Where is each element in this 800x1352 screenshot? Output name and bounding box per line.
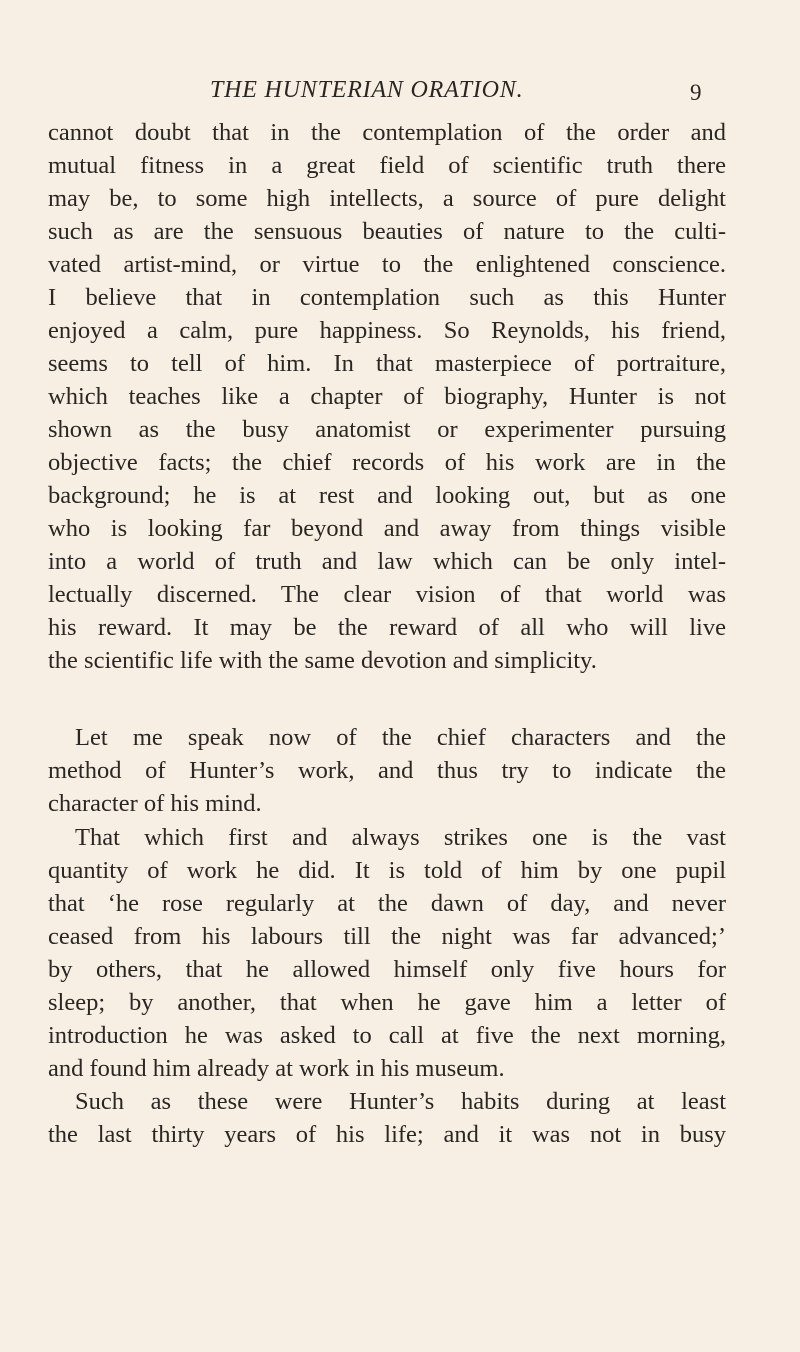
- running-title: THE HUNTERIAN ORATION.: [210, 77, 524, 103]
- text-line: the scientific life with the same devotion and simplicity.: [48, 647, 597, 674]
- text-line: who is looking far beyond and away from things visible: [48, 515, 726, 542]
- text-line: That which first and always strikes one is the vast: [75, 824, 726, 851]
- text-line: which teaches like a chapter of biography, Hunter is not: [48, 383, 726, 410]
- text-line: his reward. It may be the reward of all who will live: [48, 614, 726, 641]
- text-line: lectually discerned. The clear vision of that world was: [48, 581, 726, 608]
- text-line: such as are the sensuous beauties of nature to the culti-: [48, 218, 726, 245]
- text-line: Let me speak now of the chief characters and the: [75, 724, 726, 751]
- text-line: introduction he was asked to call at five the next morning,: [48, 1022, 726, 1049]
- running-head: [0, 75, 800, 115]
- text-line: cannot doubt that in the contemplation of the order and: [48, 119, 726, 146]
- text-line: Such as these were Hunter’s habits during at least: [75, 1088, 726, 1115]
- text-line: I believe that in contemplation such as this Hunter: [48, 284, 726, 311]
- text-line: character of his mind.: [48, 790, 262, 817]
- text-line: enjoyed a calm, pure happiness. So Reynolds, his friend,: [48, 317, 726, 344]
- text-line: into a world of truth and law which can be only intel-: [48, 548, 726, 575]
- text-line: sleep; by another, that when he gave him a letter of: [48, 989, 726, 1016]
- text-line: seems to tell of him. In that masterpiece of portraiture,: [48, 350, 726, 377]
- text-line: vated artist-mind, or virtue to the enlightened conscience.: [48, 251, 726, 278]
- text-line: mutual fitness in a great field of scientific truth there: [48, 152, 726, 179]
- text-line: shown as the busy anatomist or experimenter pursuing: [48, 416, 726, 443]
- text-line: the last thirty years of his life; and it was not in busy: [48, 1121, 726, 1148]
- text-line: may be, to some high intellects, a source of pure delight: [48, 185, 726, 212]
- text-line: method of Hunter’s work, and thus try to indicate the: [48, 757, 726, 784]
- text-line: ceased from his labours till the night was far advanced;’: [48, 923, 726, 950]
- text-line: that ‘he rose regularly at the dawn of day, and never: [48, 890, 726, 917]
- text-line: quantity of work he did. It is told of him by one pupil: [48, 857, 726, 884]
- page-number: 9: [690, 80, 702, 105]
- text-line: background; he is at rest and looking out, but as one: [48, 482, 726, 509]
- text-line: objective facts; the chief records of his work are in the: [48, 449, 726, 476]
- text-line: and found him already at work in his museum.: [48, 1055, 505, 1082]
- text-line: by others, that he allowed himself only five hours for: [48, 956, 726, 983]
